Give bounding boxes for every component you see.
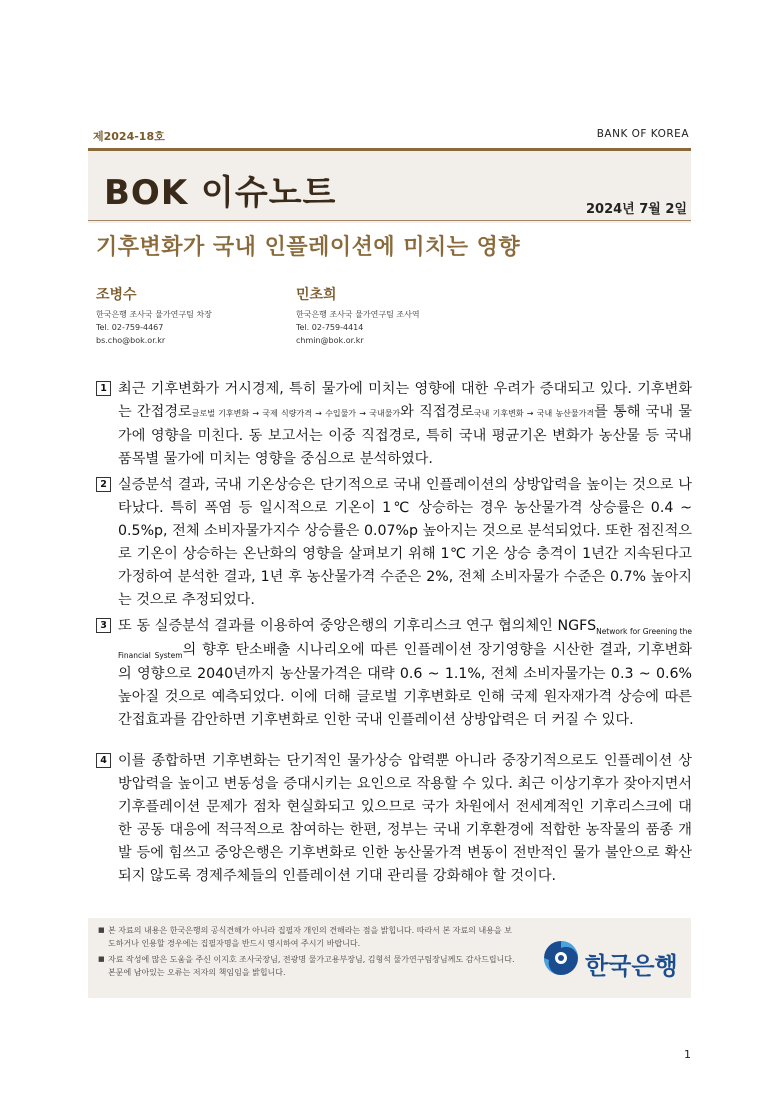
author-block <box>96 287 212 347</box>
author-tel: Tel. 02-759-4414 <box>296 323 364 332</box>
acknowledgement-text: 자료 작성에 많은 도움을 주신 이지호 조사국장님, 전광명 물가고용부장님, 김형석 물가연구팀장님께도 감사드립니다. 본문에 남아있는 오류는 저자의 책임임을 밝힙니다. <box>108 955 515 977</box>
footer-notes <box>98 924 518 982</box>
paragraph-text-part: 와 직접경로 <box>400 404 474 420</box>
paragraph-text-part: 의 향후 탄소배출 시나리오에 따른 인플레이션 장기영향을 시산한 결과, 기후변화의 영향으로 2040년까지 농산물가격은 대략 0.6 ~ 1.1%, 전체 소비자물가는 0.3 ~ 0.6% 높아질 것으로 예측되었다. 이에 더해 글로벌 기후변화로 인해 국제 원자재가격 상승에 따른 간접효과를 감안하면 기후변화로 인한 국내 인플레이션 상방압력은 더 커질 수 있다. <box>118 642 692 728</box>
author-dept: 한국은행 조사국 물가연구팀 차장 <box>96 310 212 319</box>
bank-name-korean: 한국은행 <box>585 952 678 980</box>
author-dept: 한국은행 조사국 물가연구팀 조사역 <box>296 310 420 319</box>
bullet-icon: ■ <box>98 955 105 963</box>
paragraph-text-part: 를 통해 국내 물가에 영향을 미친다. 동 보고서는 이중 직접경로, 특히 국내 평균기온 변화가 농산물 등 국내 품목별 물가에 미치는 영향을 중심으로 분석하였다. <box>118 404 692 467</box>
paragraph-text <box>118 615 692 732</box>
page-title: 기후변화가 국내 인플레이션에 미치는 영향 <box>96 235 521 260</box>
footer-band <box>88 918 691 998</box>
author-email[interactable]: bs.cho@bok.or.kr <box>96 336 166 345</box>
author-email[interactable]: chmin@bok.or.kr <box>296 336 364 345</box>
author-tel: Tel. 02-759-4467 <box>96 323 164 332</box>
page-number: 1 <box>684 1048 691 1061</box>
paragraph-text-part: 또 동 실증분석 결과를 이용하여 중앙은행의 기후리스크 연구 협의체인 NGFS <box>118 618 597 634</box>
header-band <box>88 148 691 223</box>
disclaimer-text: 본 자료의 내용은 한국은행의 공식견해가 아니라 집필자 개인의 견해라는 점을 밝힙니다. 따라서 본 자료의 내용을 보도하거나 인용할 경우에는 집필자명을 반드시 명시하여 주시기 바랍니다. <box>108 926 512 948</box>
paragraph-text <box>118 378 692 471</box>
paragraph-text: 실증분석 결과, 국내 기온상승은 단기적으로 국내 인플레이션의 상방압력을 높이는 것으로 나타났다. 특히 폭염 등 일시적으로 기온이 1℃ 상승하는 경우 농산물가격 상승률은 0.4 ~ 0.5%p, 전체 소비자물가지수 상승률은 0.07%p 높아지는 것으로 분석되었다. 또한 점진적으로 기온이 상승하는 온난화의 영향을 살펴보기 위해 1℃ 기온 상승 충격이 1년간 지속된다고 가정하여 분석한 결과, 1년 후 농산물가격 수준은 2%, 전체 소비자물가 수준은 0.7% 높아지는 것으로 추정되었다. <box>118 477 692 608</box>
disclaimer-note <box>98 924 518 950</box>
summary-paragraph-4 <box>96 750 692 888</box>
summary-paragraph-3 <box>96 615 692 732</box>
bullet-icon: ■ <box>98 926 105 934</box>
bok-emblem-icon <box>543 940 579 976</box>
bank-name-english: BANK OF KOREA <box>596 128 689 140</box>
issue-number: 제2024-18호 <box>93 130 165 143</box>
author-block <box>296 287 420 347</box>
indirect-channel-note: 글로벌 기후변화 → 국제 식량가격 → 수입물가 → 국내물가 <box>191 409 401 418</box>
paragraph-number-badge: 2 <box>96 477 111 492</box>
acknowledgement-note <box>98 953 518 979</box>
paragraph-number-badge: 4 <box>96 753 111 768</box>
summary-paragraph-1 <box>96 378 692 471</box>
direct-channel-note: 국내 기후변화 → 국내 농산물가격 <box>473 409 595 418</box>
paragraph-number-badge: 3 <box>96 618 111 633</box>
paragraph-text-part: 최근 기후변화가 거시경제, 특히 물가에 미치는 영향에 대한 우려가 증대되고 있다. 기후변화는 간접경로 <box>118 381 692 420</box>
paragraph-number-badge: 1 <box>96 381 111 396</box>
series-title: BOK 이슈노트 <box>104 173 337 213</box>
author-name: 민초희 <box>296 287 337 303</box>
author-name: 조병수 <box>96 287 137 303</box>
paragraph-text: 이를 종합하면 기후변화는 단기적인 물가상승 압력뿐 아니라 중장기적으로도 인플레이션 상방압력을 높이고 변동성을 증대시키는 요인으로 작용할 수 있다. 최근 이상기후가 잦아지면서 기후플레이션 문제가 점차 현실화되고 있으므로 국가 차원에서 전세계적인 기후리스크에 대한 공동 대응에 적극적으로 참여하는 한편, 정부는 국내 기후환경에 적합한 농작물의 품종 개발 등에 힘쓰고 중앙은행은 기후변화로 인한 농산물가격 변동이 전반적인 물가 불안으로 확산되지 않도록 경제주체들의 인플레이션 기대 관리를 강화해야 할 것이다. <box>118 753 692 884</box>
publication-date: 2024년 7월 2일 <box>586 202 687 217</box>
summary-paragraph-2 <box>96 474 692 612</box>
header-divider <box>88 220 691 221</box>
ngfs-expansion: Network for Greening the Financial System <box>118 627 692 660</box>
